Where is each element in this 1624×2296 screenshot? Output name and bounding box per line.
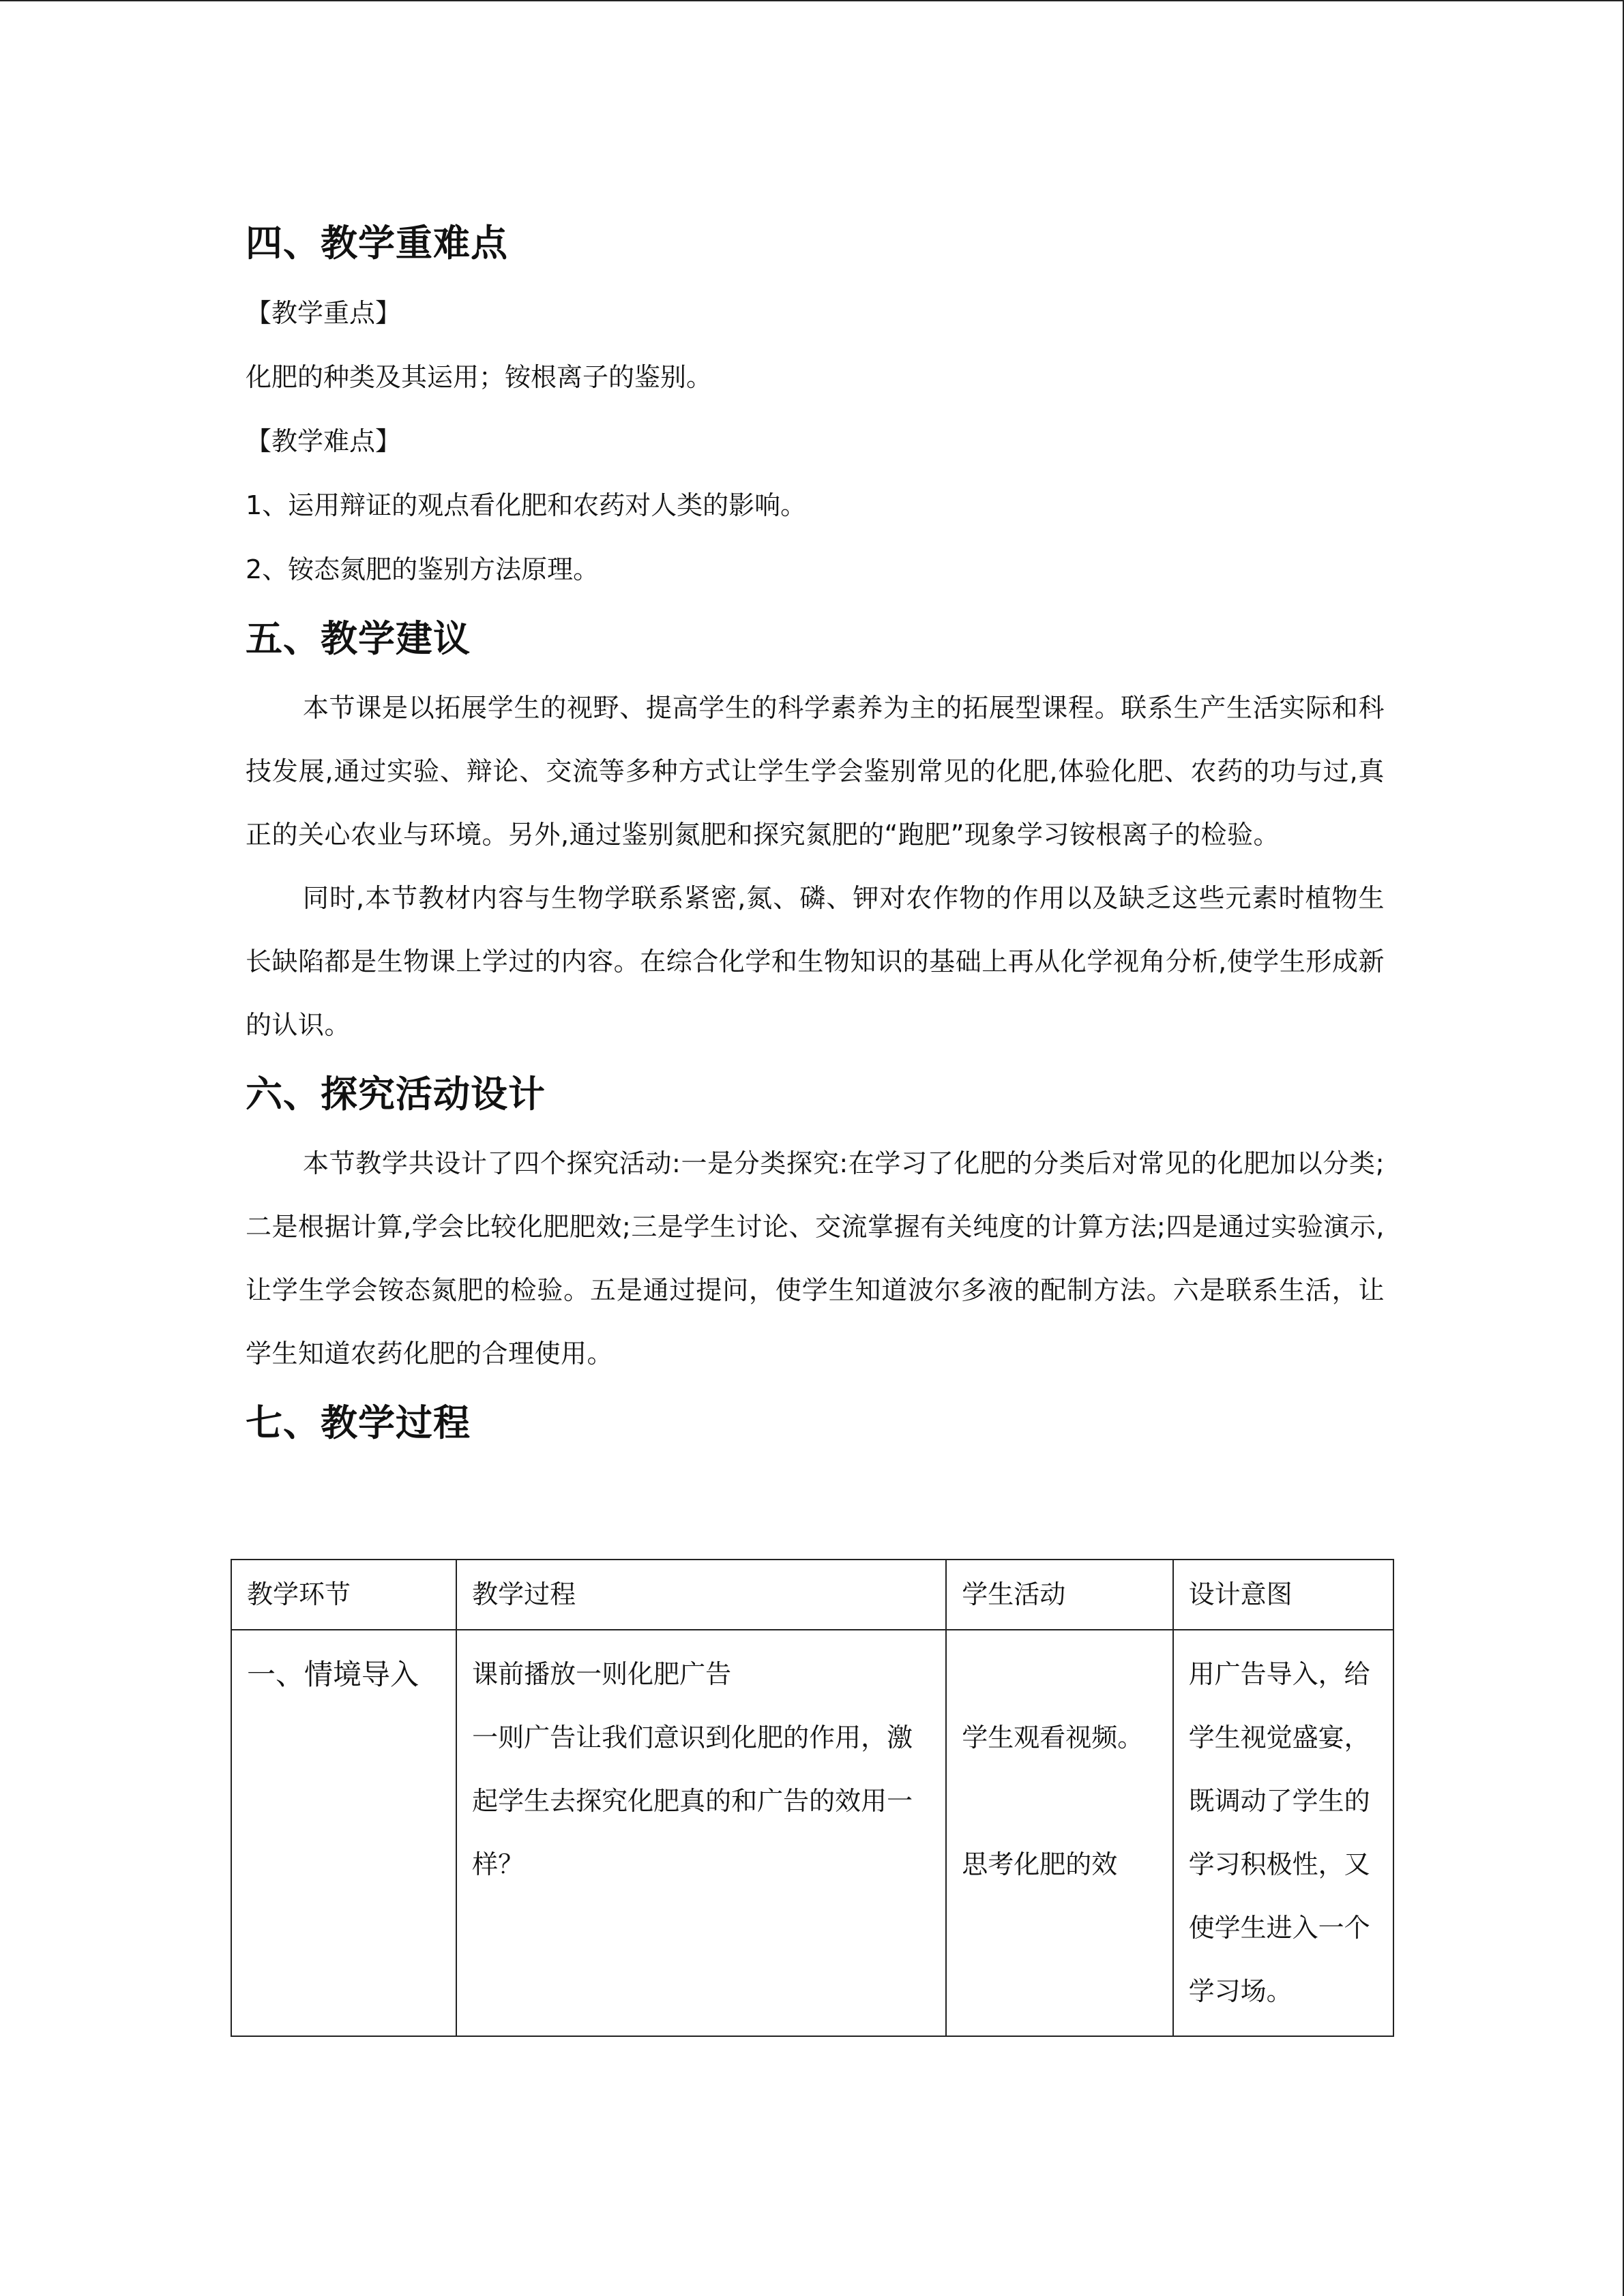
process-line-2: 一则广告让我们意识到化肥的作用，激起学生去探究化肥真的和广告的效用一样？ — [472, 1723, 913, 1879]
activity-design-paragraph: 本节教学共设计了四个探究活动:一是分类探究:在学习了化肥的分类后对常见的化肥加以分类;二是根据计算,学会比较化肥肥效;三是学生讨论、交流掌握有关纯度的计算方法;四是通过实验演示,让学生学会铵态氮肥的检验。五是通过提问，使学生知道波尔多液的配制方法。六是联系生活，让学生知道农药化肥的合理使用。 — [246, 1148, 1385, 1369]
table-row — [231, 1630, 1393, 2036]
cell-activity — [946, 1630, 1172, 2036]
header-activity: 学生活动 — [946, 1560, 1172, 1630]
suggestion-paragraph-2: 同时,本节教材内容与生物学联系紧密,氮、磷、钾对农作物的作用以及缺乏这些元素时植物生长缺陷都是生物课上学过的内容。在综合化学和生物知识的基础上再从化学视角分析,使学生形成新的认识。 — [246, 883, 1385, 1040]
header-intent: 设计意图 — [1173, 1560, 1393, 1630]
header-stage: 教学环节 — [231, 1560, 456, 1630]
key-points-text: 化肥的种类及其运用；铵根离子的鉴别。 — [246, 362, 713, 392]
activity-line-1: 学生观看视频。 — [962, 1723, 1144, 1753]
section-title-7: 七、教学过程 — [246, 1401, 471, 1444]
difficult-point-2: 2、铵态氮肥的鉴别方法原理。 — [246, 554, 600, 584]
cell-process — [456, 1630, 946, 2036]
difficult-point-1: 1、运用辩证的观点看化肥和农药对人类的影响。 — [246, 490, 807, 520]
process-line-1: 课前播放一则化肥广告 — [472, 1659, 732, 1689]
cell-intent: 用广告导入，给学生视觉盛宴，既调动了学生的学习积极性，又使学生进入一个学习场。 — [1173, 1630, 1393, 2036]
document-body — [246, 206, 1385, 1461]
difficult-points-label: 【教学难点】 — [246, 426, 402, 456]
table-header-row — [231, 1560, 1393, 1630]
section-title-4: 四、教学重难点 — [246, 222, 508, 265]
section-title-5: 五、教学建议 — [246, 617, 471, 660]
key-points-label: 【教学重点】 — [246, 298, 402, 328]
teaching-process-table — [231, 1559, 1394, 2037]
suggestion-paragraph-1: 本节课是以拓展学生的视野、提高学生的科学素养为主的拓展型课程。联系生产生活实际和科技发展,通过实验、辩论、交流等多种方式让学生学会鉴别常见的化肥,体验化肥、农药的功与过,真正的关心农业与环境。另外,通过鉴别氮肥和探究氮肥的“跑肥”现象学习铵根离子的检验。 — [246, 693, 1385, 850]
cell-stage: 一、情境导入 — [231, 1630, 456, 2036]
header-process: 教学过程 — [456, 1560, 946, 1630]
section-title-6: 六、探究活动设计 — [246, 1073, 546, 1116]
activity-line-2: 思考化肥的效 — [962, 1849, 1118, 1879]
